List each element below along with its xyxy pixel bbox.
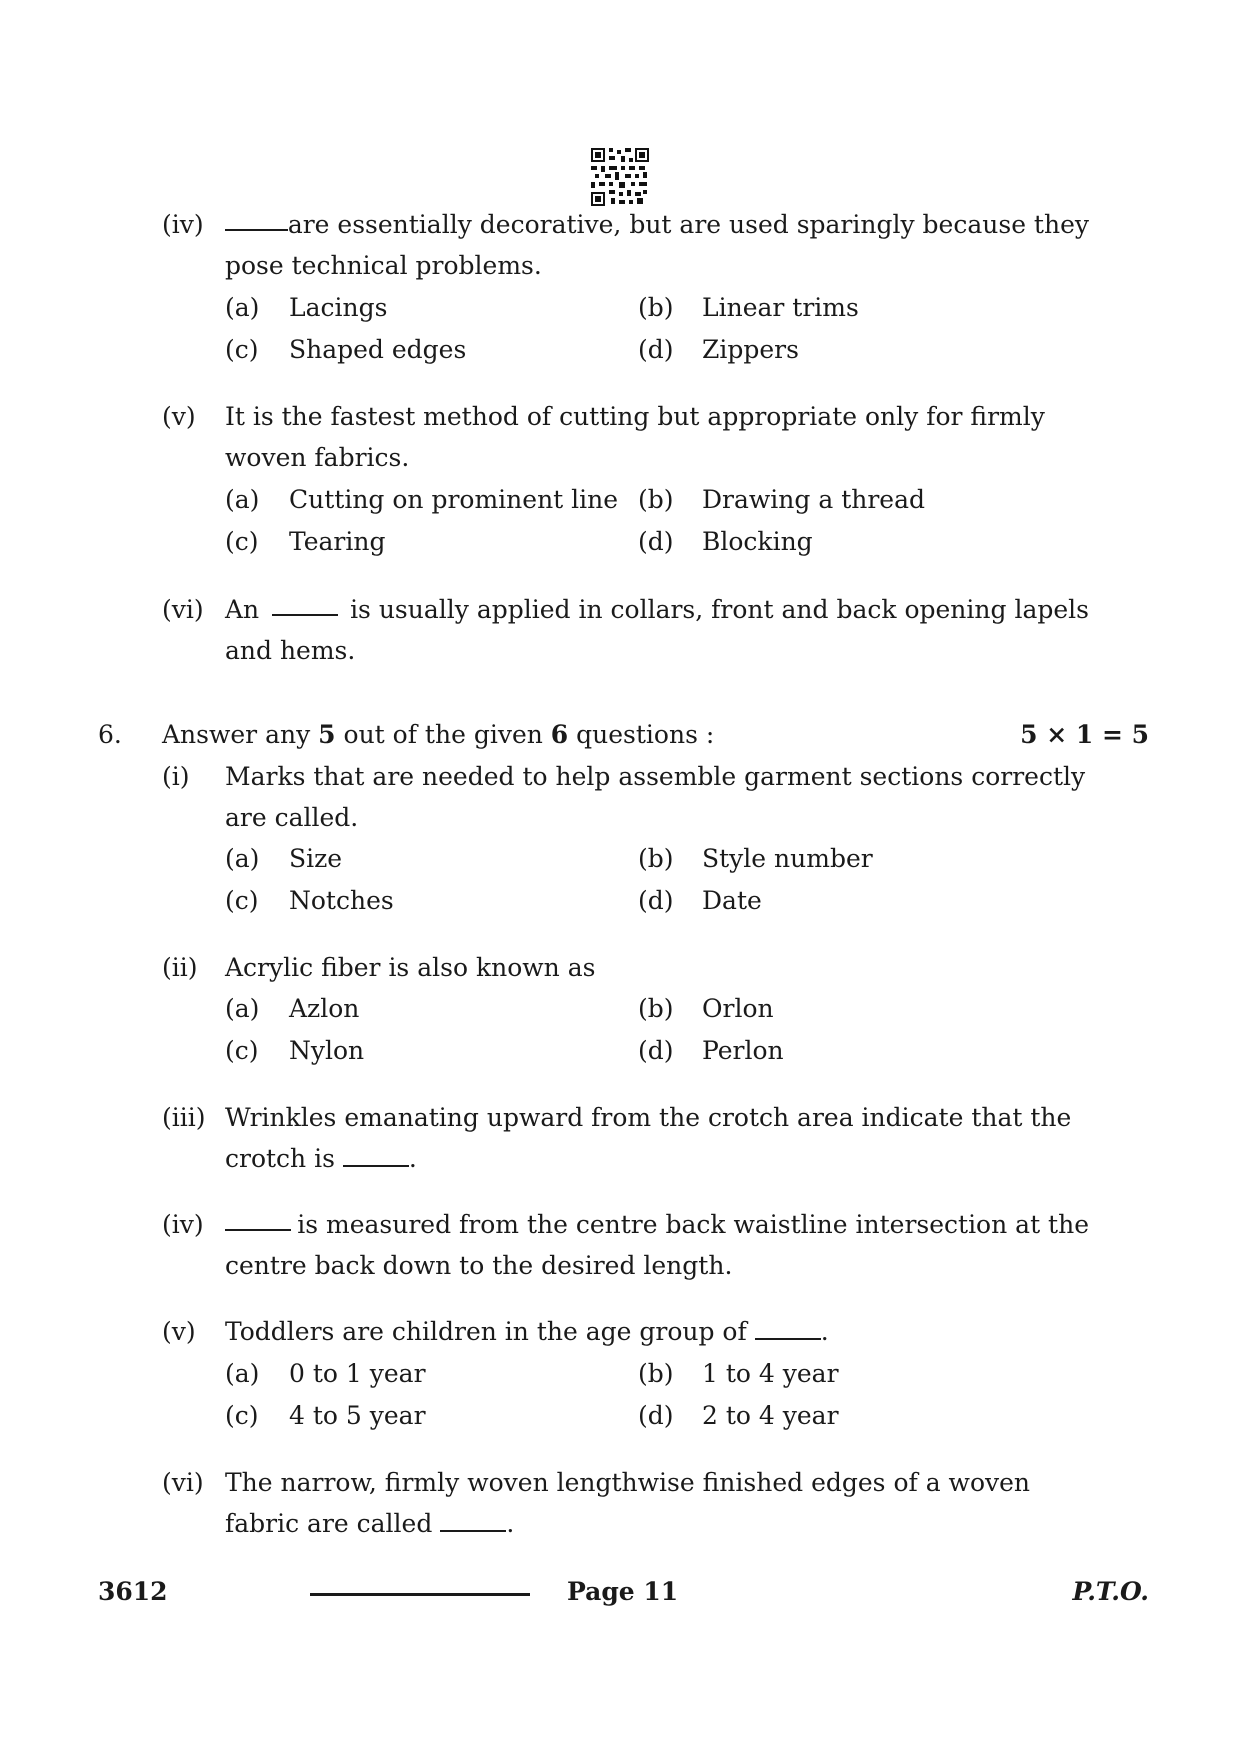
answer-blank bbox=[343, 1143, 409, 1167]
option-letter: (a) bbox=[225, 293, 260, 322]
option-text: Style number bbox=[702, 844, 873, 873]
question-text-line1: It is the fastest method of cutting but appropriate only for firmly bbox=[225, 402, 1045, 431]
option-text: Azlon bbox=[289, 994, 360, 1023]
option-letter: (c) bbox=[225, 1401, 259, 1430]
option-letter: (b) bbox=[638, 1359, 674, 1388]
option-letter: (c) bbox=[225, 886, 259, 915]
option-letter: (a) bbox=[225, 1359, 260, 1388]
option-letter: (b) bbox=[638, 994, 674, 1023]
question-text-line1: are essentially decorative, but are used sparingly because they bbox=[225, 207, 1089, 243]
question-text-line1: Wrinkles emanating upward from the crotch area indicate that the bbox=[225, 1103, 1072, 1132]
question-text-line2: crotch is . bbox=[225, 1144, 417, 1173]
option-letter: (c) bbox=[225, 335, 259, 364]
page-number: Page 11 bbox=[567, 1577, 679, 1606]
please-turn-over: P.T.O. bbox=[1072, 1577, 1149, 1606]
question-text-line2: centre back down to the desired length. bbox=[225, 1251, 733, 1280]
option-text: 4 to 5 year bbox=[289, 1401, 426, 1430]
sub-question-number: (i) bbox=[162, 762, 190, 791]
question-text-line1: The narrow, firmly woven lengthwise finished edges of a woven bbox=[225, 1468, 1031, 1497]
question-text-line2: are called. bbox=[225, 803, 359, 832]
option-letter: (b) bbox=[638, 293, 674, 322]
option-letter: (a) bbox=[225, 485, 260, 514]
question-text-line1: Acrylic fiber is also known as bbox=[225, 953, 596, 982]
question-number: 6. bbox=[98, 720, 122, 749]
option-text: Linear trims bbox=[702, 293, 859, 322]
option-text: Perlon bbox=[702, 1036, 784, 1065]
option-text: Lacings bbox=[289, 293, 388, 322]
option-text: 0 to 1 year bbox=[289, 1359, 426, 1388]
paper-code: 3612 bbox=[98, 1577, 168, 1606]
option-text: Shaped edges bbox=[289, 335, 467, 364]
sub-question-number: (ii) bbox=[162, 953, 198, 982]
question-text-line1: Marks that are needed to help assemble garment sections correctly bbox=[225, 762, 1086, 791]
option-letter: (b) bbox=[638, 485, 674, 514]
marks-allocation: 5 × 1 = 5 bbox=[1020, 720, 1149, 749]
option-text: Notches bbox=[289, 886, 394, 915]
option-letter: (d) bbox=[638, 527, 674, 556]
option-letter: (a) bbox=[225, 994, 260, 1023]
question-text-line2: and hems. bbox=[225, 636, 356, 665]
question-text-line2: woven fabrics. bbox=[225, 443, 410, 472]
sub-question-number: (v) bbox=[162, 402, 196, 431]
answer-blank bbox=[225, 1207, 291, 1231]
question-text-line2: fabric are called . bbox=[225, 1509, 515, 1538]
question-text-line1: Toddlers are children in the age group of . bbox=[225, 1317, 829, 1346]
option-text: Nylon bbox=[289, 1036, 365, 1065]
option-text: Date bbox=[702, 886, 762, 915]
option-letter: (d) bbox=[638, 335, 674, 364]
sub-question-number: (iii) bbox=[162, 1103, 206, 1132]
answer-blank bbox=[225, 207, 288, 231]
question-prompt: Answer any 5 out of the given 6 questions : bbox=[162, 720, 715, 749]
option-letter: (d) bbox=[638, 886, 674, 915]
option-text: 2 to 4 year bbox=[702, 1401, 839, 1430]
option-text: Drawing a thread bbox=[702, 485, 925, 514]
option-letter: (d) bbox=[638, 1036, 674, 1065]
option-text: Tearing bbox=[289, 527, 386, 556]
sub-question-number: (iv) bbox=[162, 1210, 204, 1239]
option-text: Blocking bbox=[702, 527, 813, 556]
sub-question-number: (iv) bbox=[162, 210, 204, 239]
question-text-line1: An is usually applied in collars, front and back opening lapels bbox=[225, 592, 1089, 628]
sub-question-number: (v) bbox=[162, 1317, 196, 1346]
option-text: Zippers bbox=[702, 335, 799, 364]
option-text: Orlon bbox=[702, 994, 774, 1023]
answer-blank bbox=[272, 592, 338, 616]
answer-blank bbox=[440, 1508, 506, 1532]
answer-blank bbox=[755, 1316, 821, 1340]
option-letter: (c) bbox=[225, 1036, 259, 1065]
option-letter: (c) bbox=[225, 527, 259, 556]
sub-question-number: (vi) bbox=[162, 1468, 204, 1497]
option-letter: (a) bbox=[225, 844, 260, 873]
option-letter: (b) bbox=[638, 844, 674, 873]
option-text: 1 to 4 year bbox=[702, 1359, 839, 1388]
question-text-line2: pose technical problems. bbox=[225, 251, 542, 280]
option-letter: (d) bbox=[638, 1401, 674, 1430]
option-text: Cutting on prominent line bbox=[289, 485, 619, 514]
sub-question-number: (vi) bbox=[162, 595, 204, 624]
footer-divider bbox=[310, 1593, 530, 1596]
qr-code-icon bbox=[591, 148, 649, 206]
question-text-line1: is measured from the centre back waistline intersection at the bbox=[225, 1207, 1089, 1243]
option-text: Size bbox=[289, 844, 343, 873]
